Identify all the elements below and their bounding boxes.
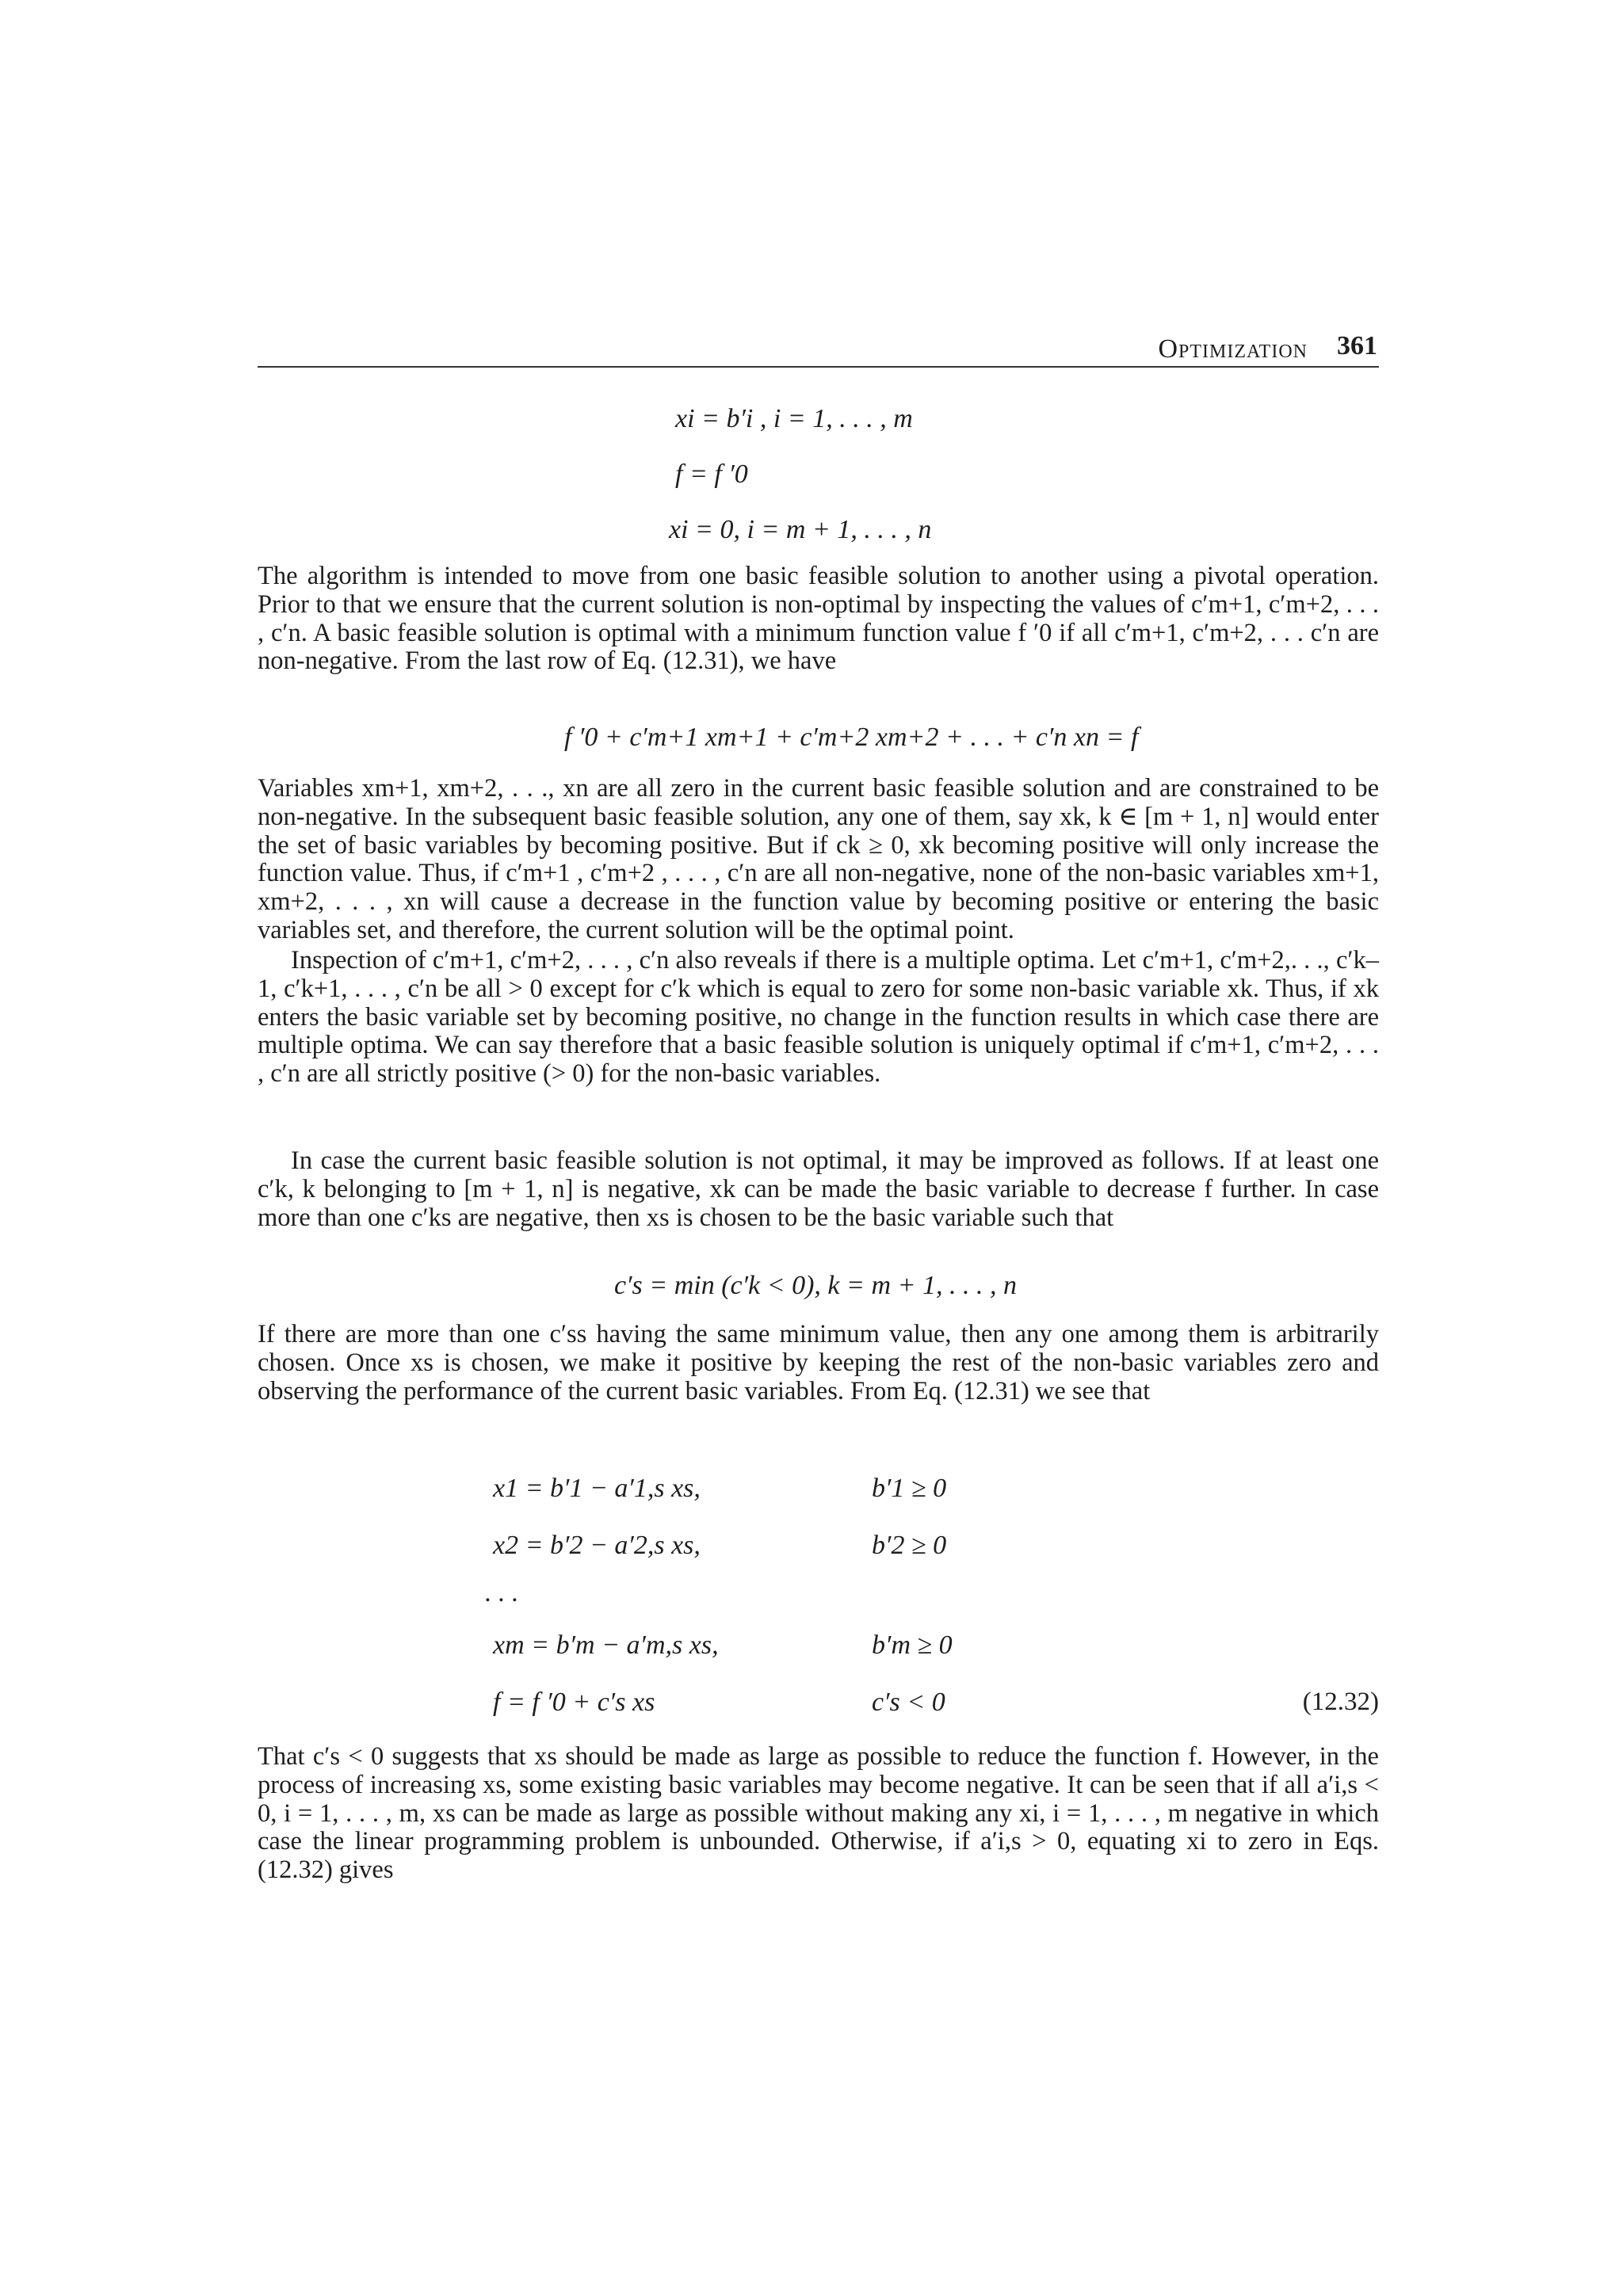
equation-f-f0: f = f ′0 xyxy=(675,460,748,489)
system-row-left: x1 = b′1 − a′1,s xs, xyxy=(493,1474,701,1503)
equation-number: (12.32) xyxy=(1302,1688,1379,1716)
paragraph-2: Variables xm+1, xm+2, . . ., xn are all zero in the current basic feasible solution and are constrained to be non-negative. In the subsequent basic feasible solution, any one of them, say xk, k ∈ [m + 1, n] would enter the set of basic variables by becoming positive. But if ck ≥ 0, xk becoming positive will only increase the function value. Thus, if c′m+1 , c′m+2 , . . . , c′n are all non-negative, none of the non-basic variables xm+1, xm+2, . . . , xn will cause a decrease in the function value by becoming positive or entering the basic variables set, and therefore, the current solution will be the optimal point. xyxy=(258,774,1379,944)
system-row-right: b′2 ≥ 0 xyxy=(872,1531,947,1560)
page-number: 361 xyxy=(1337,331,1377,360)
system-row-right: b′1 ≥ 0 xyxy=(872,1474,947,1503)
paragraph-6: That c′s < 0 suggests that xs should be made as large as possible to reduce the function f. However, in the process of increasing xs, some existing basic variables may become negative. It can be seen that if all a′i,s < 0, i = 1, . . . , m, xs can be made as large as possible without making any xi, i = 1, . . . , m negative in which case the linear programming problem is unbounded. Otherwise, if a′i,s > 0, equating xi to zero in Eqs. (12.32) gives xyxy=(258,1742,1379,1885)
equation-objective: f ′0 + c′m+1 xm+1 + c′m+2 xm+2 + . . . + c′n xn = f xyxy=(564,723,1139,752)
equation-xi-bi: xi = b′i , i = 1, . . . , m xyxy=(675,404,913,433)
paragraph-1: The algorithm is intended to move from one basic feasible solution to another using a pivotal operation. Prior to that we ensure that the current solution is non-optimal by inspecting the values of c′m+1, c′m+2, . . . , c′n. A basic feasible solution is optimal with a minimum function value f ′0 if all c′m+1, c′m+2, . . . c′n are non-negative. From the last row of Eq. (12.31), we have xyxy=(258,562,1379,676)
paragraph-4: In case the current basic feasible solution is not optimal, it may be improved as follows. If at least one c′k, k belonging to [m + 1, n] is negative, xk can be made the basic variable to decrease f further. In case more than one c′ks are negative, then xs is chosen to be the basic variable such that xyxy=(258,1146,1379,1232)
running-title: Optimization xyxy=(1158,334,1308,364)
equation-min-cs: c′s = min (c′k < 0), k = m + 1, . . . , n xyxy=(614,1271,1017,1300)
equation-xi-zero: xi = 0, i = m + 1, . . . , n xyxy=(669,515,932,544)
system-row-right: b′m ≥ 0 xyxy=(872,1630,953,1660)
paragraph-5: If there are more than one c′ss having the same minimum value, then any one among them is arbitrarily chosen. Once xs is chosen, we make it positive by keeping the rest of the non-basic variables zero and observing the performance of the current basic variables. From Eq. (12.31) we see that xyxy=(258,1320,1379,1405)
system-row-ellipsis: . . . xyxy=(485,1578,519,1608)
paragraph-3: Inspection of c′m+1, c′m+2, . . . , c′n also reveals if there is a multiple optima. Let c′m+1, c′m+2,. . ., c′k–1, c′k+1, . . . , c′n be all > 0 except for c′k which is equal to zero for some non-basic variable xk. Thus, if xk enters the basic variable set by becoming positive, no change in the function results in which case there are multiple optima. We can say therefore that a basic feasible solution is uniquely optimal if c′m+1, c′m+2, . . . , c′n are all strictly positive (> 0) for the non-basic variables. xyxy=(258,946,1379,1089)
system-row-right: c′s < 0 xyxy=(872,1688,945,1717)
running-header xyxy=(258,330,1379,368)
system-row-left: x2 = b′2 − a′2,s xs, xyxy=(493,1531,701,1560)
system-row-left: xm = b′m − a′m,s xs, xyxy=(493,1630,719,1660)
system-row-left: f = f ′0 + c′s xs xyxy=(493,1688,655,1717)
